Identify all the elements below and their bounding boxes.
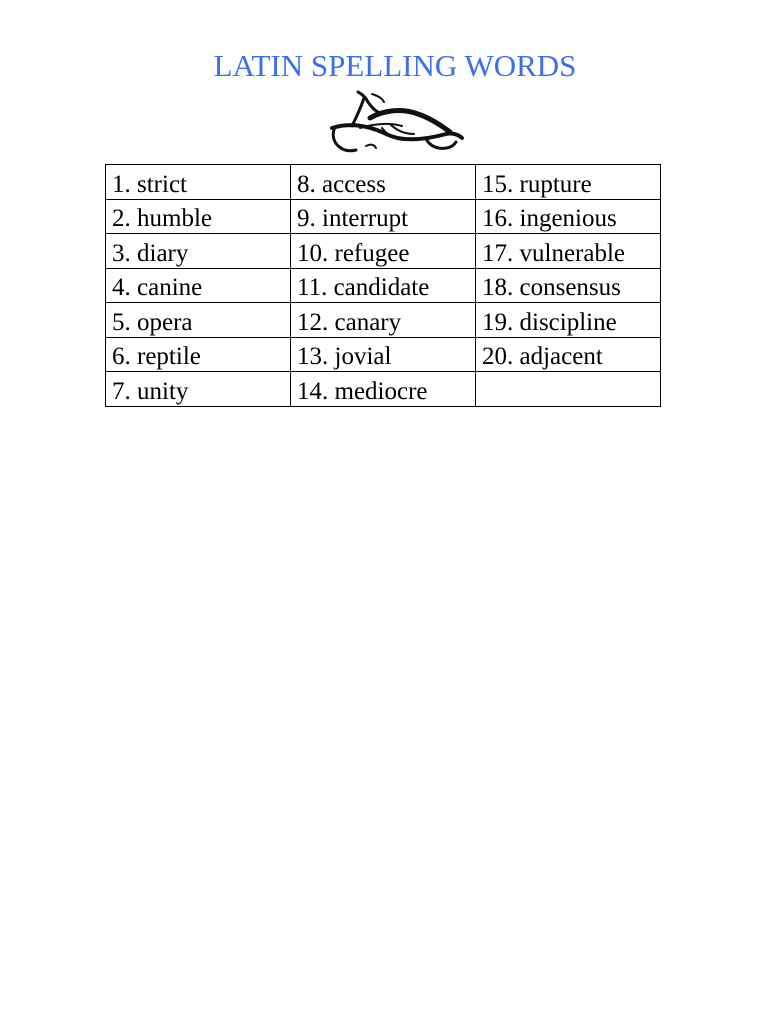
word-cell: 4. canine: [106, 268, 291, 303]
empty-cell: [476, 372, 661, 407]
word-cell: 18. consensus: [476, 268, 661, 303]
word-cell: 11. candidate: [291, 268, 476, 303]
table-row: [106, 234, 661, 269]
table-row: [106, 165, 661, 200]
word-cell: 8. access: [291, 165, 476, 200]
word-cell: 20. adjacent: [476, 337, 661, 372]
word-cell: 7. unity: [106, 372, 291, 407]
word-cell: 12. canary: [291, 303, 476, 338]
word-cell: 19. discipline: [476, 303, 661, 338]
table-row: [106, 303, 661, 338]
word-cell: 13. jovial: [291, 337, 476, 372]
spelling-words-table: [105, 164, 661, 407]
table-row: [106, 337, 661, 372]
page-title: LATIN SPELLING WORDS: [213, 48, 577, 83]
table-row: [106, 199, 661, 234]
word-cell: 14. mediocre: [291, 372, 476, 407]
word-cell: 5. opera: [106, 303, 291, 338]
table-row: [106, 268, 661, 303]
word-cell: 17. vulnerable: [476, 234, 661, 269]
word-cell: 3. diary: [106, 234, 291, 269]
word-cell: 15. rupture: [476, 165, 661, 200]
word-cell: 6. reptile: [106, 337, 291, 372]
word-cell: 2. humble: [106, 199, 291, 234]
word-cell: 9. interrupt: [291, 199, 476, 234]
table-row: [106, 372, 661, 407]
word-cell: 1. strict: [106, 165, 291, 200]
word-cell: 10. refugee: [291, 234, 476, 269]
motorcycle-icon: [326, 88, 466, 156]
word-cell: 16. ingenious: [476, 199, 661, 234]
